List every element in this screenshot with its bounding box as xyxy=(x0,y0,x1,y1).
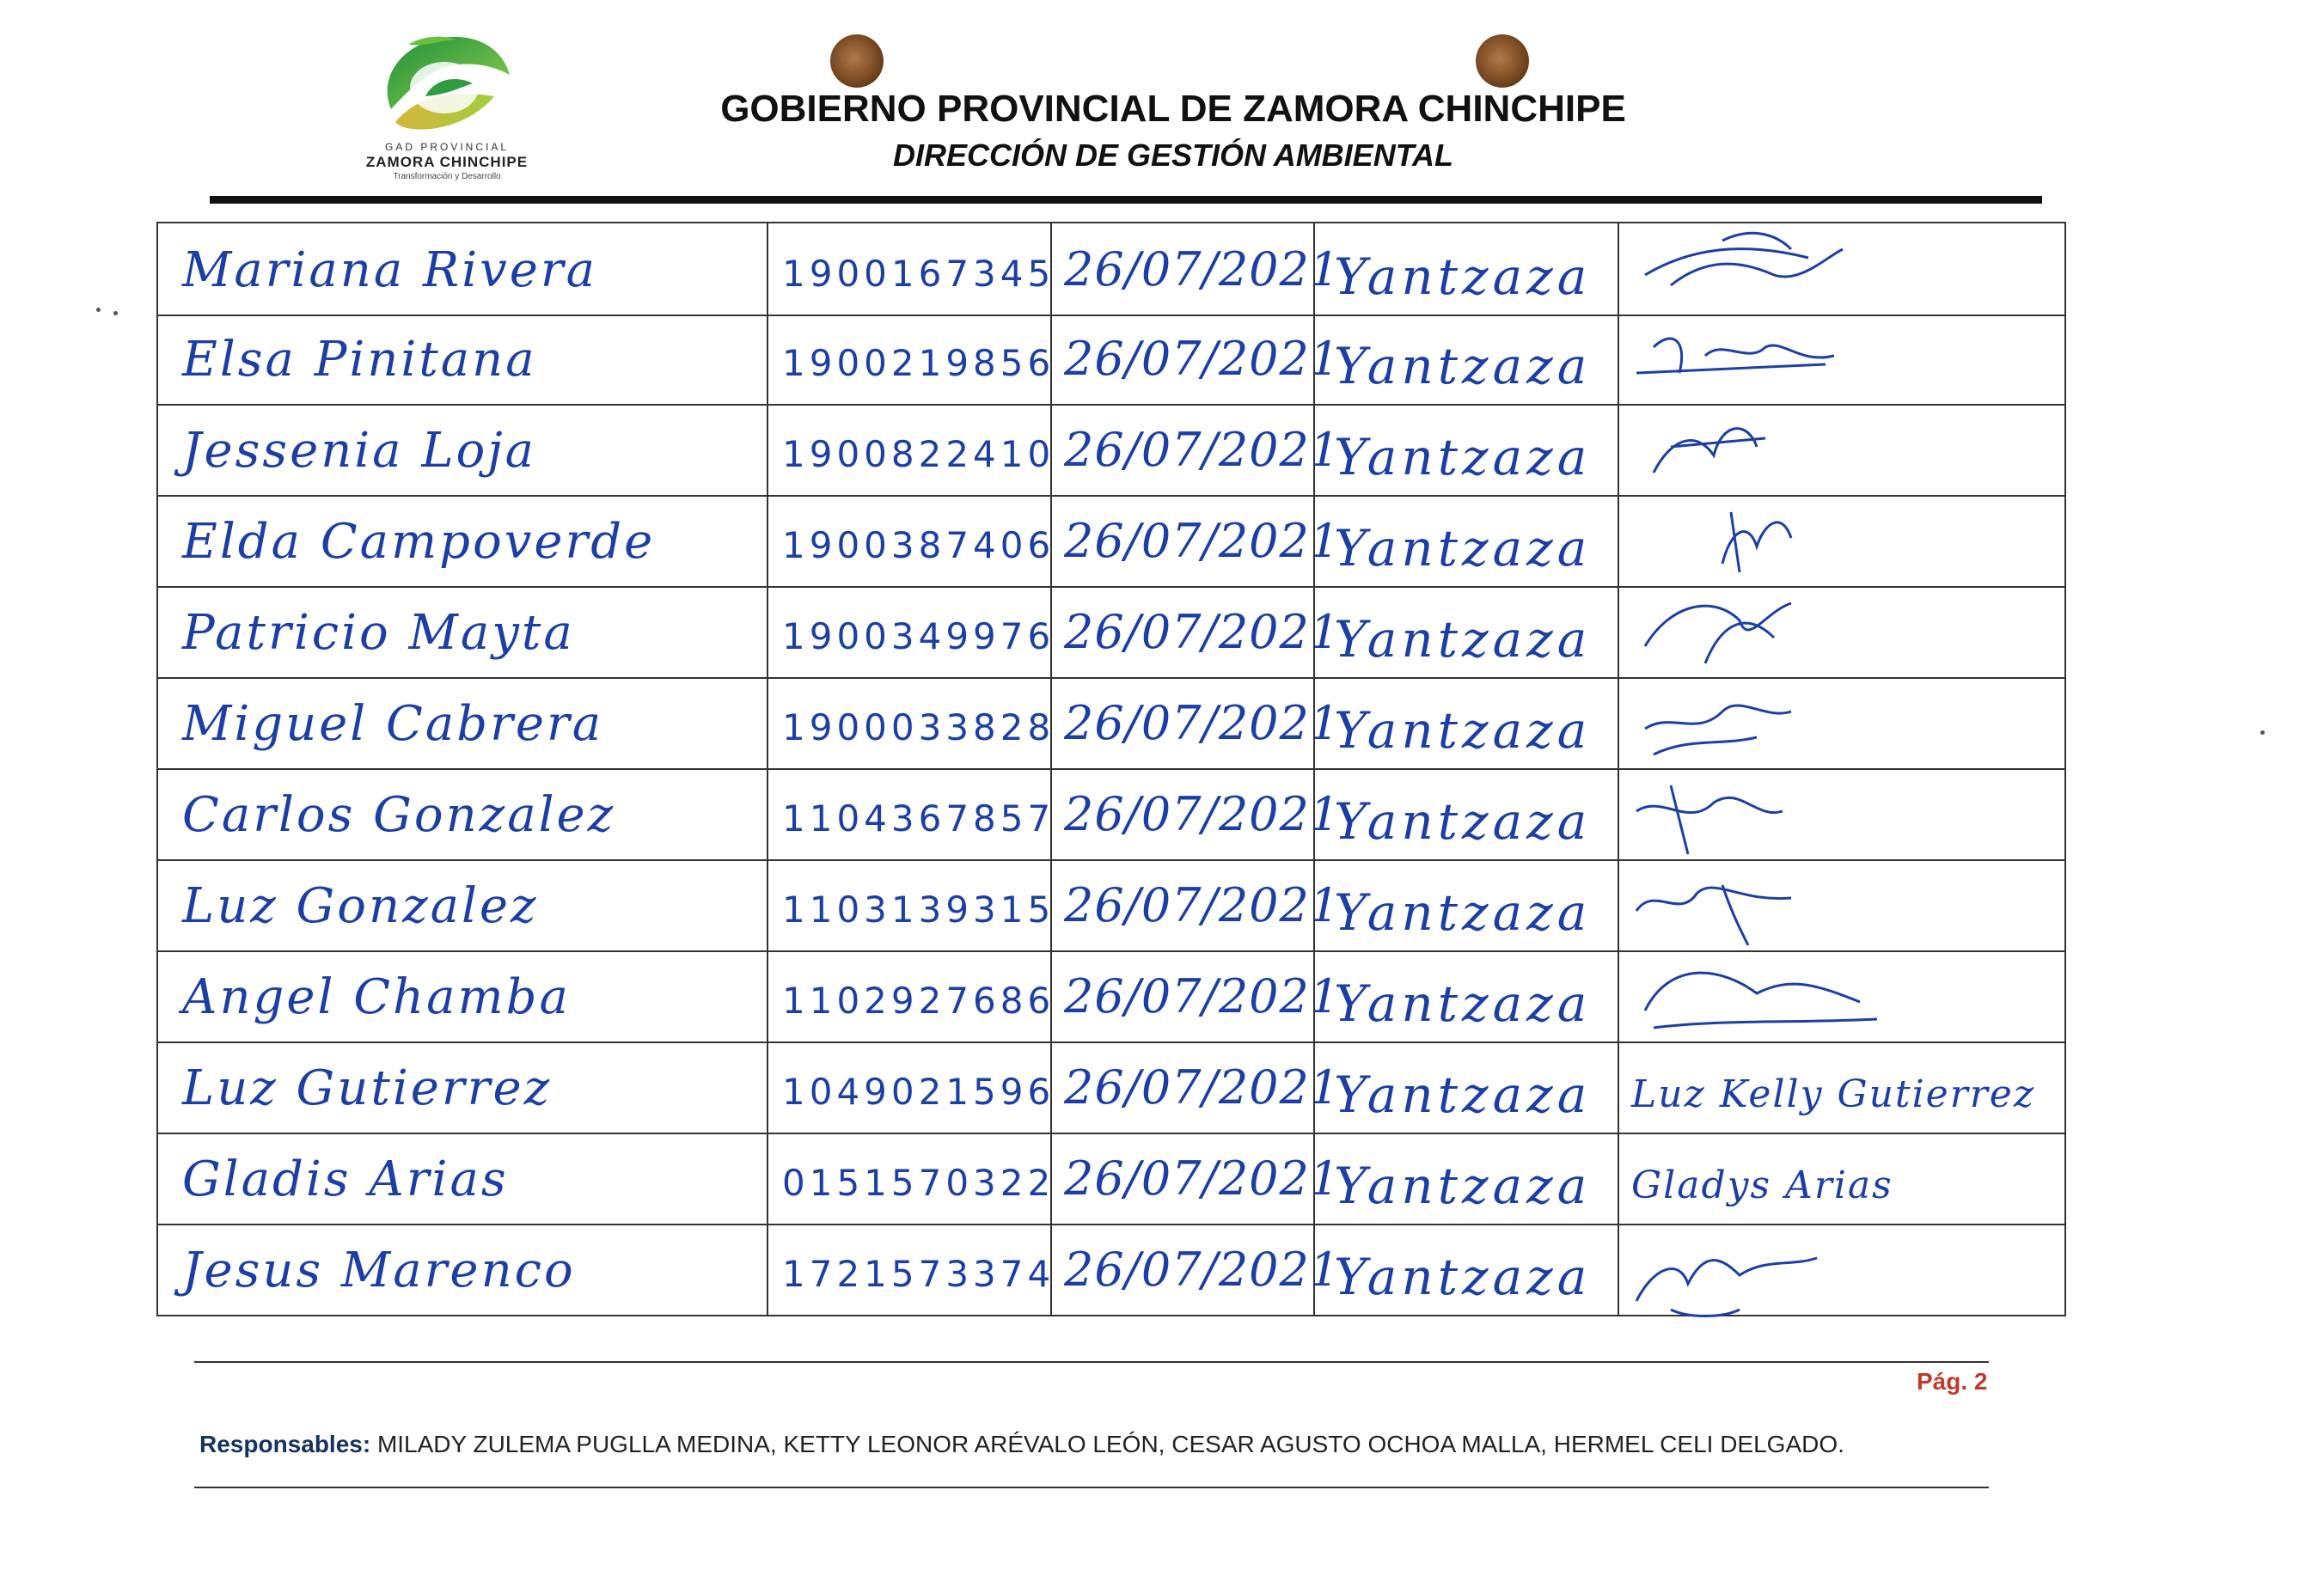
lugar-text: Yantzaza xyxy=(1334,428,1592,486)
fecha-cell xyxy=(1050,1224,1341,1315)
signature-mark xyxy=(1619,950,2066,1045)
name-text: Patricio Mayta xyxy=(182,605,575,661)
punch-hole-right xyxy=(1476,34,1529,88)
name-text: Luz Gonzalez xyxy=(182,878,539,934)
cedula-cell xyxy=(767,404,1055,495)
cedula-text: 1102927686 xyxy=(782,980,1055,1022)
lugar-text: Yantzaza xyxy=(1334,883,1592,942)
signature-mark xyxy=(1619,404,2066,498)
signature-mark xyxy=(1619,586,2066,681)
cedula-cell xyxy=(767,768,1055,859)
signature-mark xyxy=(1619,677,2066,772)
lugar-text: Yantzaza xyxy=(1334,337,1592,395)
signature-text: Luz Kelly Gutierrez xyxy=(1631,1072,2036,1116)
name-text: Miguel Cabrera xyxy=(182,696,604,752)
footer-divider-bottom xyxy=(194,1487,1989,1488)
table-row xyxy=(156,950,2066,1043)
table-row xyxy=(156,677,2066,770)
page-number: Pág. 2 xyxy=(1917,1368,1988,1395)
cedula-cell xyxy=(767,495,1055,586)
name-text: Jesus Marenco xyxy=(182,1243,576,1298)
cedula-cell xyxy=(767,950,1055,1041)
signature-mark xyxy=(1619,313,2066,407)
lugar-text: Yantzaza xyxy=(1334,247,1592,306)
cedula-cell xyxy=(767,313,1055,404)
fecha-cell xyxy=(1050,586,1341,677)
responsables-label: Responsables: xyxy=(199,1431,371,1457)
name-cell xyxy=(156,586,767,677)
cedula-text: 1900822410 xyxy=(782,433,1055,475)
name-text: Elsa Pinitana xyxy=(182,332,537,388)
fecha-text: 26/07/2021 xyxy=(1064,787,1341,841)
document-title: GOBIERNO PROVINCIAL DE ZAMORA CHINCHIPE xyxy=(720,88,1626,130)
responsables-line xyxy=(199,1431,1844,1458)
name-cell xyxy=(156,768,767,859)
lugar-text: Yantzaza xyxy=(1334,1157,1592,1215)
name-cell xyxy=(156,223,767,315)
cedula-cell xyxy=(767,677,1055,768)
cedula-text: 1900167345 xyxy=(782,253,1055,295)
name-text: Jessenia Loja xyxy=(182,423,537,479)
signature-mark xyxy=(1619,223,2066,318)
fecha-text: 26/07/2021 xyxy=(1064,514,1341,568)
fecha-cell xyxy=(1050,1133,1341,1224)
table-row xyxy=(156,313,2066,406)
footer-divider-top xyxy=(194,1361,1989,1363)
lugar-cell xyxy=(1313,1041,1618,1133)
document-subtitle: DIRECCIÓN DE GESTIÓN AMBIENTAL xyxy=(892,137,1453,173)
cedula-text: 1104367857 xyxy=(782,797,1055,840)
name-cell xyxy=(156,859,767,950)
header-divider xyxy=(210,196,2042,204)
lugar-text: Yantzaza xyxy=(1334,610,1592,669)
firma-cell xyxy=(1618,404,2066,495)
lugar-cell xyxy=(1313,313,1618,404)
firma-cell xyxy=(1618,768,2066,859)
firma-cell xyxy=(1618,1041,2066,1133)
fecha-cell xyxy=(1050,859,1341,950)
name-cell xyxy=(156,1224,767,1315)
lugar-cell xyxy=(1313,223,1618,315)
name-text: Luz Gutierrez xyxy=(182,1060,553,1116)
lugar-text: Yantzaza xyxy=(1334,792,1592,851)
table-row xyxy=(156,495,2066,588)
lugar-cell xyxy=(1313,586,1618,677)
logo-text-line1: GAD PROVINCIAL xyxy=(384,141,510,153)
fecha-text: 26/07/2021 xyxy=(1064,1060,1341,1115)
lugar-text: Yantzaza xyxy=(1334,1066,1592,1124)
cedula-cell xyxy=(767,586,1055,677)
cedula-text: 1049021596 xyxy=(782,1071,1055,1113)
signature-mark xyxy=(1619,495,2066,589)
cedula-text: 1900219856 xyxy=(782,342,1055,384)
punch-hole-left xyxy=(830,34,884,88)
name-text: Angel Chamba xyxy=(182,969,571,1025)
lugar-cell xyxy=(1313,1224,1618,1315)
lugar-cell xyxy=(1313,859,1618,950)
gad-logo xyxy=(348,27,546,182)
scan-speck xyxy=(96,308,101,312)
fecha-cell xyxy=(1050,223,1341,315)
table-row xyxy=(156,1041,2066,1134)
lugar-cell xyxy=(1313,495,1618,586)
name-text: Elda Campoverde xyxy=(182,514,656,570)
lugar-cell xyxy=(1313,1133,1618,1224)
cedula-text: 1721573374 xyxy=(782,1253,1055,1295)
cedula-text: 1900033828 xyxy=(782,706,1055,748)
fecha-cell xyxy=(1050,677,1341,768)
cedula-cell xyxy=(767,1133,1055,1224)
lugar-text: Yantzaza xyxy=(1334,701,1592,760)
fecha-text: 26/07/2021 xyxy=(1064,605,1341,659)
name-cell xyxy=(156,677,767,768)
fecha-text: 26/07/2021 xyxy=(1064,878,1341,932)
fecha-text: 26/07/2021 xyxy=(1064,696,1341,750)
leaf-logo-icon xyxy=(374,27,520,139)
attendance-table xyxy=(156,222,2066,1318)
firma-cell xyxy=(1618,859,2066,950)
fecha-cell xyxy=(1050,313,1341,404)
name-text: Gladis Arias xyxy=(182,1151,509,1207)
cedula-text: 1900349976 xyxy=(782,615,1055,657)
lugar-cell xyxy=(1313,677,1618,768)
fecha-cell xyxy=(1050,950,1341,1041)
cedula-cell xyxy=(767,1224,1055,1315)
signature-text: Gladys Arias xyxy=(1631,1164,1893,1207)
fecha-text: 26/07/2021 xyxy=(1064,1243,1341,1297)
table-row xyxy=(156,404,2066,497)
signature-mark xyxy=(1619,768,2066,863)
fecha-text: 26/07/2021 xyxy=(1064,1151,1341,1206)
cedula-cell xyxy=(767,1041,1055,1133)
name-text: Carlos Gonzalez xyxy=(182,787,616,843)
firma-cell xyxy=(1618,1133,2066,1224)
name-text: Mariana Rivera xyxy=(182,242,598,298)
name-cell xyxy=(156,495,767,586)
firma-cell xyxy=(1618,950,2066,1041)
cedula-text: 1103139315 xyxy=(782,889,1055,931)
fecha-cell xyxy=(1050,1041,1341,1133)
lugar-text: Yantzaza xyxy=(1334,974,1592,1033)
table-row xyxy=(156,1224,2066,1316)
fecha-cell xyxy=(1050,404,1341,495)
fecha-text: 26/07/2021 xyxy=(1064,969,1341,1023)
lugar-cell xyxy=(1313,768,1618,859)
table-row xyxy=(156,222,2066,316)
table-row xyxy=(156,768,2066,861)
fecha-cell xyxy=(1050,495,1341,586)
fecha-text: 26/07/2021 xyxy=(1064,423,1341,477)
fecha-text: 26/07/2021 xyxy=(1064,332,1341,386)
responsables-names: MILADY ZULEMA PUGLLA MEDINA, KETTY LEONOR ARÉVALO LEÓN, CESAR AGUSTO OCHOA MALLA, HERMEL CELI DELGADO. xyxy=(376,1431,1844,1457)
name-cell xyxy=(156,404,767,495)
name-cell xyxy=(156,1041,767,1133)
signature-mark xyxy=(1619,859,2066,954)
name-cell xyxy=(156,1133,767,1224)
firma-cell xyxy=(1618,586,2066,677)
firma-cell xyxy=(1618,223,2066,315)
firma-cell xyxy=(1618,495,2066,586)
fecha-cell xyxy=(1050,768,1341,859)
cedula-cell xyxy=(767,859,1055,950)
name-cell xyxy=(156,950,767,1041)
cedula-cell xyxy=(767,223,1055,315)
table-row xyxy=(156,1133,2066,1225)
lugar-cell xyxy=(1313,404,1618,495)
table-row xyxy=(156,586,2066,679)
fecha-text: 26/07/2021 xyxy=(1064,242,1341,296)
logo-text-line2: ZAMORA CHINCHIPE xyxy=(365,154,529,170)
cedula-text: 0151570322 xyxy=(782,1162,1055,1204)
table-row xyxy=(156,859,2066,952)
lugar-text: Yantzaza xyxy=(1334,1248,1592,1306)
firma-cell xyxy=(1618,1224,2066,1315)
logo-text-line3: Transformación y Desarrollo xyxy=(393,172,501,181)
signature-mark xyxy=(1619,1224,2066,1318)
firma-cell xyxy=(1618,677,2066,768)
name-cell xyxy=(156,313,767,404)
scan-speck xyxy=(2260,730,2265,735)
scan-speck xyxy=(113,311,118,315)
cedula-text: 1900387406 xyxy=(782,524,1055,566)
lugar-text: Yantzaza xyxy=(1334,519,1592,577)
lugar-cell xyxy=(1313,950,1618,1041)
firma-cell xyxy=(1618,313,2066,404)
